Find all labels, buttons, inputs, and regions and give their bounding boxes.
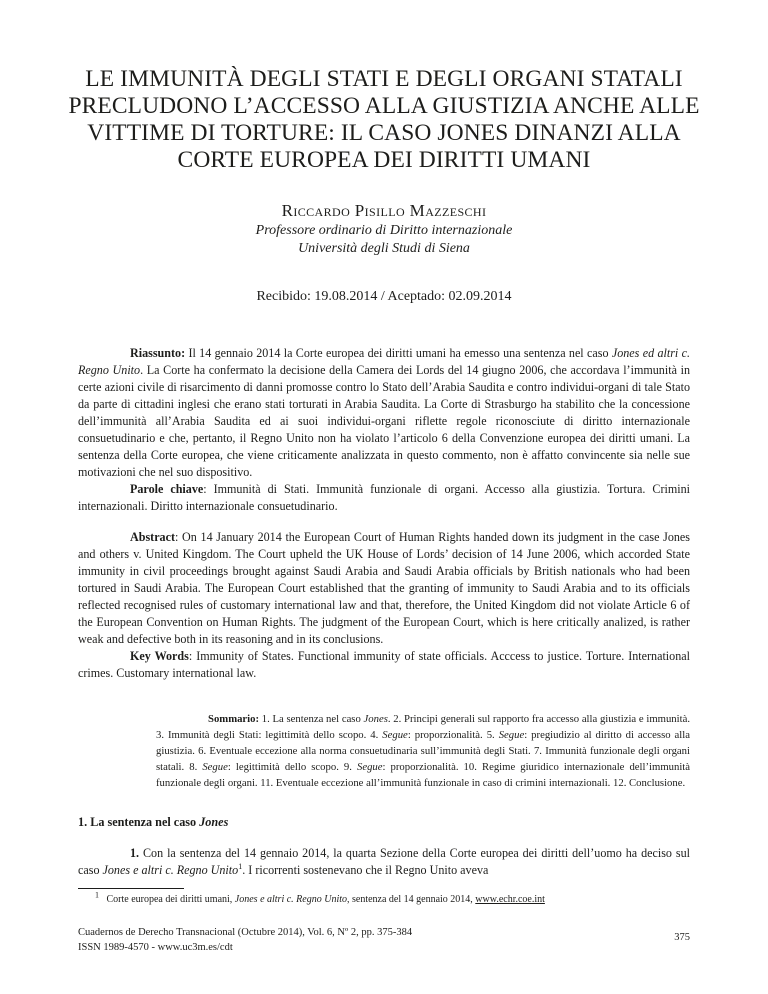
footnote (95, 890, 695, 905)
affiliation-line: Università degli Studi di Siena (298, 241, 470, 256)
riassunto-paragraph (78, 345, 690, 481)
toc-text: : proporzionalità. 10. Regime giuridico internazionale dell’immunità funzionale degli organi. 11. Eventuale eccezione all’immunità funzionale in caso di crimini internazionali. 12. Conclusione. (156, 761, 691, 789)
riassunto-label: Riassunto: (130, 346, 186, 360)
toc-text: 1. La sentenza nel caso (259, 713, 364, 725)
abstract-paragraph (78, 529, 690, 648)
body-paragraph (78, 845, 690, 879)
case-name: Jones ed altri c. Regno Unito (78, 346, 690, 377)
footnote-text: , sentenza del 14 gennaio 2014, (347, 894, 476, 905)
page-number: 375 (674, 932, 690, 943)
title-line: VITTIME DI TORTURE: IL CASO JONES DINANZI ALLA (87, 120, 681, 146)
journal-citation: Cuadernos de Derecho Transnacional (Octubre 2014), Vol. 6, Nº 2, pp. 375-384 (78, 927, 413, 938)
parole-chiave-text: : Immunità di Stati. Immunità funzionale di organi. Accesso alla giustizia. Tortura. Crimini internazionali. Diritto internazionale consuetudinario. (78, 482, 691, 513)
riassunto-text: Il 14 gennaio 2014 la Corte europea dei diritti umani ha emesso una sentenza nel caso (185, 346, 612, 360)
affiliation-line: Professore ordinario di Diritto internazionale (255, 223, 513, 238)
title-line: CORTE EUROPEA DEI DIRITTI UMANI (177, 147, 591, 173)
title-line: LE IMMUNITÀ DEGLI STATI E DEGLI ORGANI STATALI (85, 66, 683, 92)
paragraph-text: . I ricorrenti sostenevano che il Regno Unito aveva (242, 863, 489, 877)
footnote-link[interactable]: www.echr.coe.int (475, 894, 545, 905)
footnote-divider (78, 888, 184, 889)
section-heading-text: 1. La sentenza nel caso (78, 815, 200, 829)
toc-italic: Segue (202, 761, 228, 773)
section-heading (78, 815, 228, 830)
section-heading-case: Jones (199, 815, 229, 829)
author-name: Riccardo Pisillo Mazzeschi (281, 201, 487, 220)
paragraph-number: 1. (130, 846, 140, 860)
toc-italic: Segue (356, 761, 383, 773)
abstract-text: : On 14 January 2014 the European Court of Human Rights handed down its judgment in the case Jones and others v. United Kingdom. The Court upheld the UK House of Lords’ decision of 14 June 2006, which accorded State immunity in civil proceedings brought against Saudi Arabia and Saudi Arabia officials by British nationals who had been tortured in Saudi Arabia. The European Court established that the granting of immunity to Saudi Arabia and to its officials reflected recognised rules of customary international law and that, therefore, the United Kingdom did not violate Article 6 of the European Convention on Human Rights. The judgment of the European Court, which is here critically analized, is rather weak and defective both in its reasoning and in its conclusions. (78, 530, 690, 646)
key-words-paragraph (78, 648, 690, 682)
parole-chiave-label: Parole chiave (130, 482, 204, 496)
footnote-reference[interactable]: 1 (238, 861, 243, 871)
toc-text: : legittimità dello scopo. 9. (227, 761, 357, 773)
journal-issn: ISSN 1989-4570 - www.uc3m.es/cdt (78, 942, 233, 953)
title-line: PRECLUDONO L’ACCESSO ALLA GIUSTIZIA ANCHE ALLE (68, 93, 700, 119)
author-affiliation (0, 222, 768, 258)
key-words-text: : Immunity of States. Functional immunity of state officials. Acccess to justice. Torture. International crimes. Customary international law. (78, 649, 690, 680)
key-words-label: Key Words (130, 649, 189, 663)
toc-italic: Jones (363, 713, 388, 725)
toc-text: : pregiudizio al diritto di accesso alla giustizia. 6. Eventuale eccezione alla norma consuetudinaria sull’immunità degli Stati. 7. Immunità funzionale degli organi statali. 8. (156, 729, 690, 773)
footnote-case: Jones e altri c. Regno Unito (234, 894, 347, 905)
journal-footer (78, 925, 412, 955)
sommario-label: Sommario: (208, 713, 260, 725)
parole-chiave-paragraph (78, 481, 690, 515)
article-title (60, 66, 708, 174)
paragraph-text: Con la sentenza del 14 gennaio 2014, la quarta Sezione della Corte europea dei diritti dell’uomo ha deciso sul caso (78, 846, 690, 877)
toc-italic: Segue (382, 729, 408, 741)
toc-text: : proporzionalità. 5. (407, 729, 499, 741)
toc-italic: Segue (498, 729, 525, 741)
italian-abstract-block (78, 345, 690, 515)
footnote-text: Corte europea dei diritti umani, (106, 894, 235, 905)
footnote-number: 1 (95, 890, 99, 900)
case-name: Jones e altri c. Regno Unito (102, 863, 239, 877)
received-accepted-dates: Recibido: 19.08.2014 / Aceptado: 02.09.2014 (256, 289, 512, 304)
riassunto-text: . La Corte ha confermato la decisione della Camera dei Lords del 14 giugno 2006, che accordava l’immunità in certe azioni civile di risarcimento di danni promosse contro lo Stato dell’Arabia Saudita e contro individui-organi di tale Stato da parte di cittadini inglesi che erano stati torturati in Arabia Saudita. La Corte di Strasburgo ha stabilito che la concessione dell’immunità all’Arabia Saudita ed ai suoi individui-organi riflette regole riconosciute di diritto internazionale consuetudinario e che, pertanto, il Regno Unito non ha violato l’articolo 6 della Convenzione europea dei diritti umani. La sentenza della Corte europea, che viene criticamente analizzata in questo commento, non è affatto convincente sia nelle sue motivazioni che nel suo dispositivo. (78, 363, 690, 479)
table-of-contents (156, 711, 690, 791)
english-abstract-block (78, 529, 690, 682)
abstract-label: Abstract (130, 530, 176, 544)
toc-text: . 2. Principi generali sul rapporto fra accesso alla giustizia e immunità. 3. Immunità degli Stati: legittimità dello scopo. 4. (156, 713, 691, 741)
